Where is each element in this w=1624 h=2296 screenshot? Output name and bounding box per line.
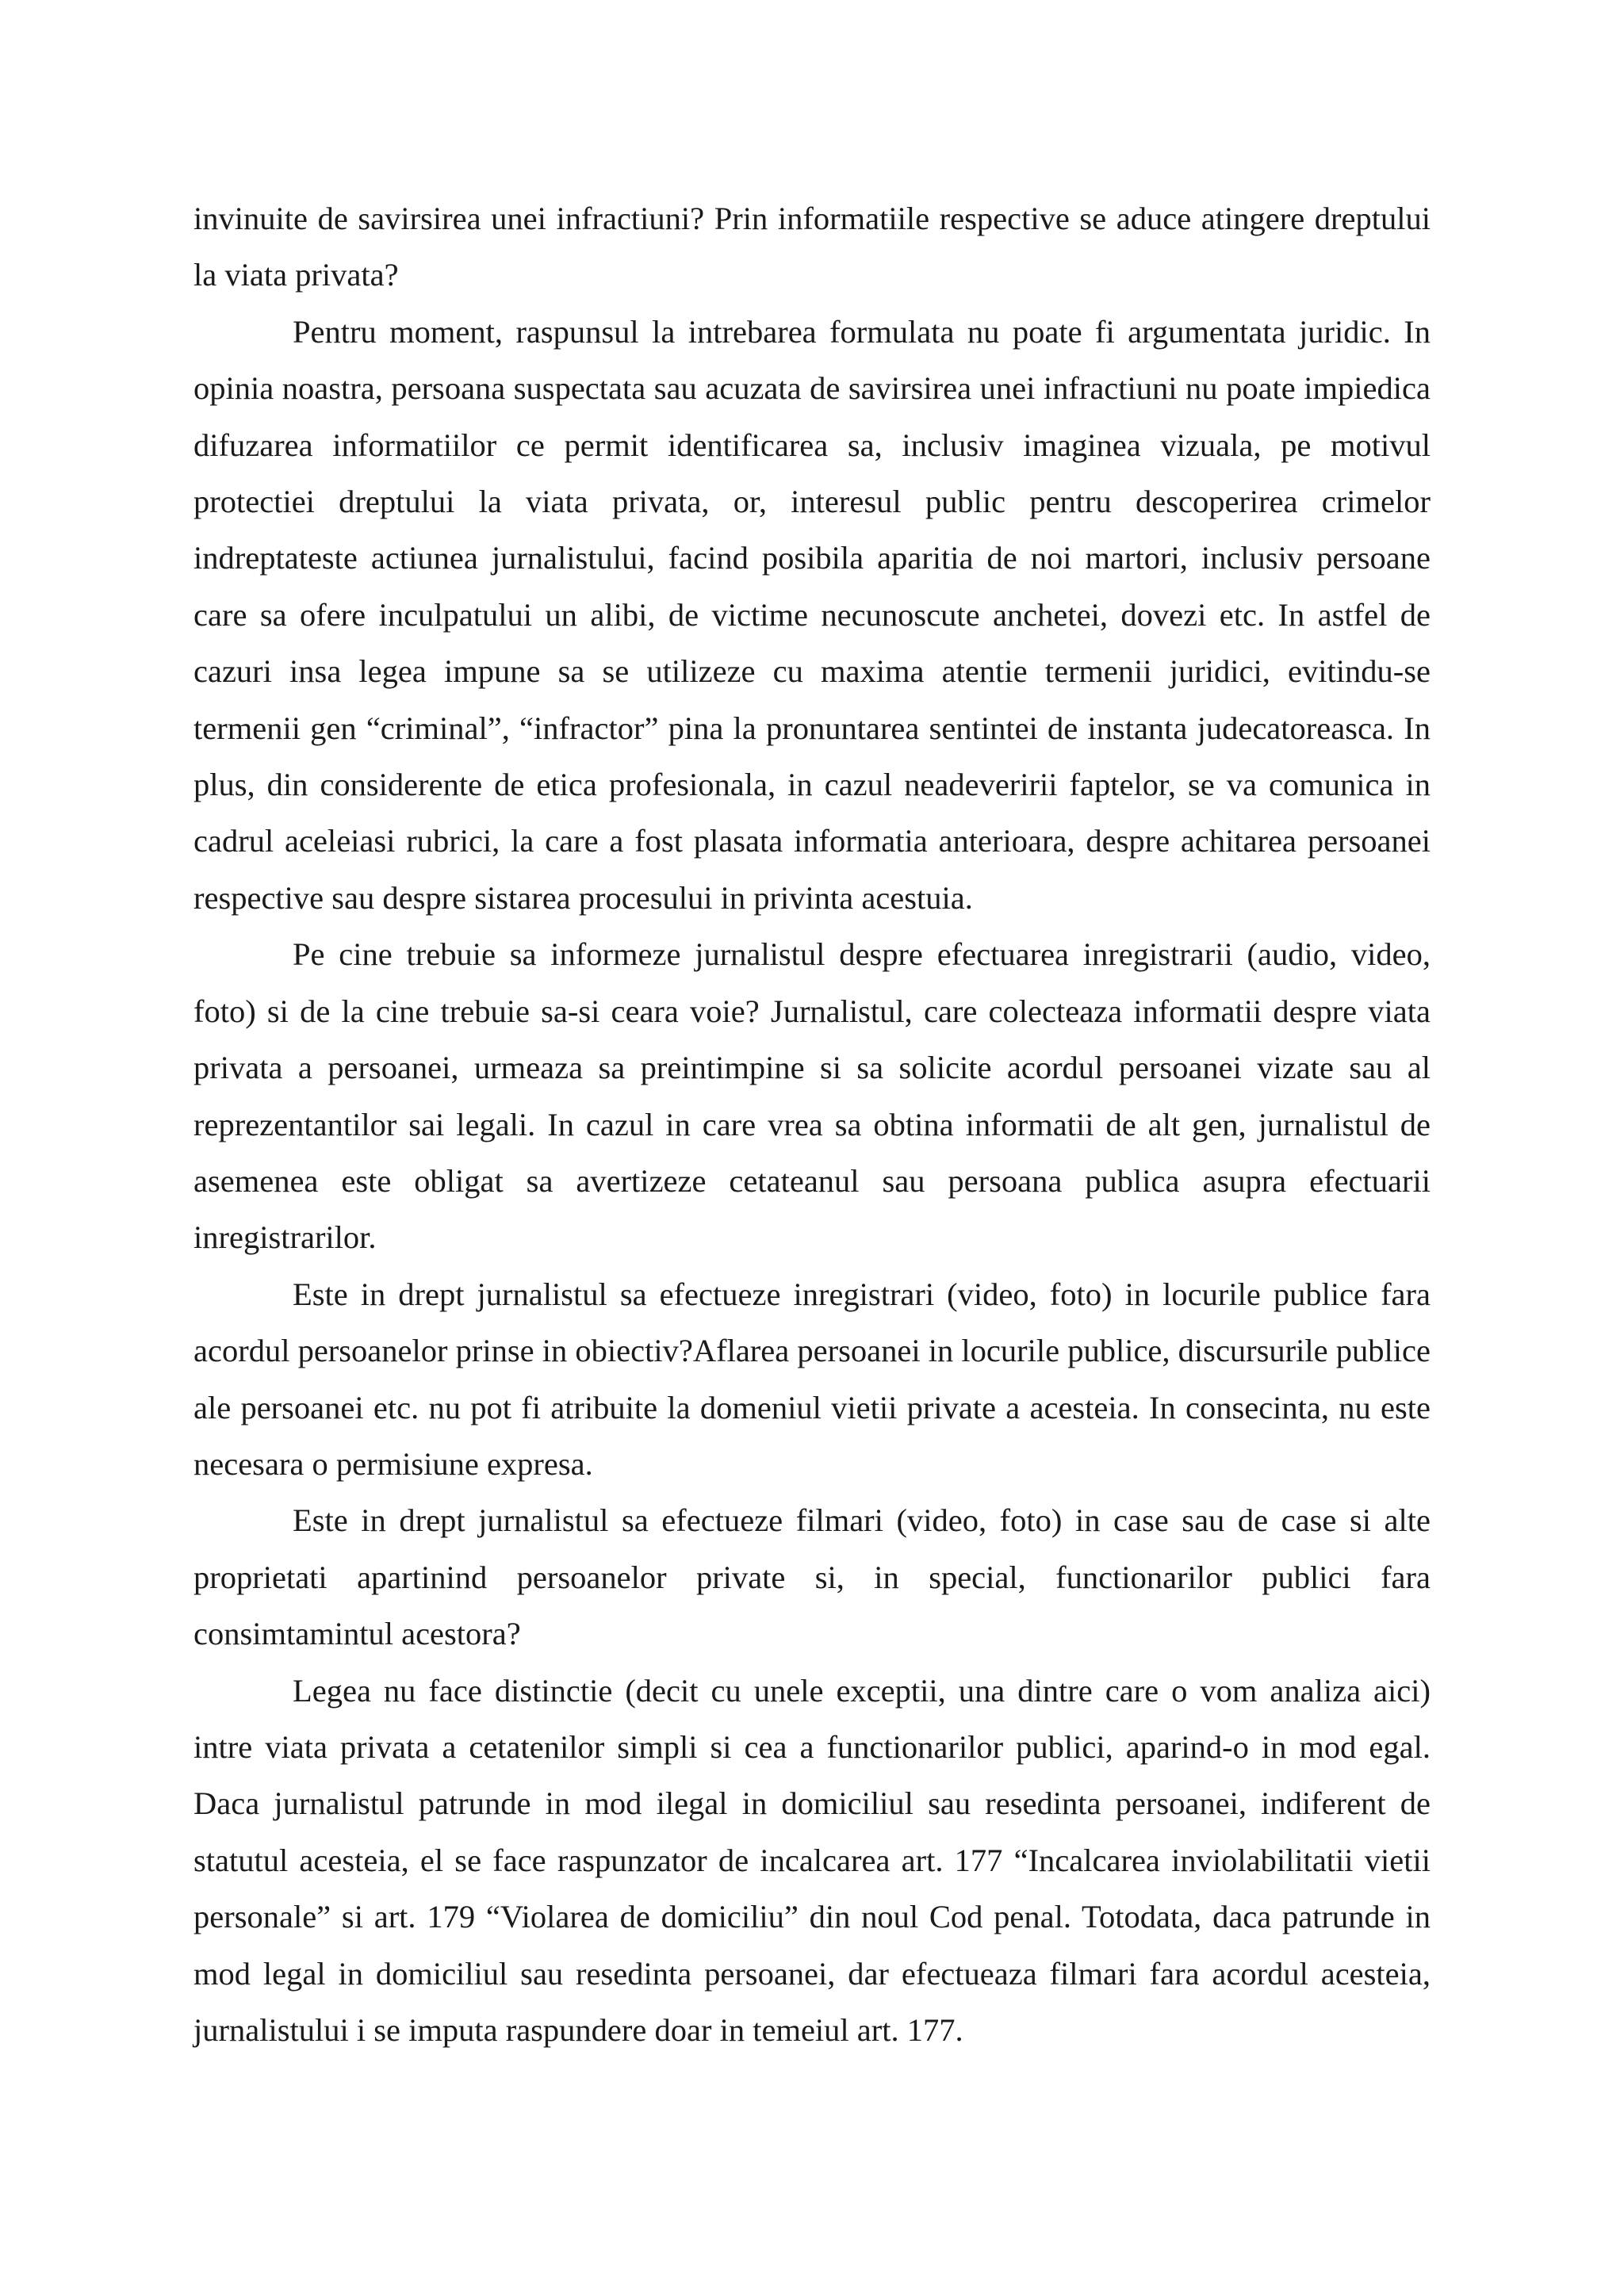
paragraph-6: Legea nu face distinctie (decit cu unele exceptii, una dintre care o vom analiza aici) intre viata privata a cetatenilor simpli si cea a functionarilor publici, aparind-o in mod egal. Daca jurnalistul patrunde in mod ilegal in domiciliul sau resedinta persoanei, indiferent de statutul acesteia, el se face raspunzator de incalcarea art. 177 “Incalcarea inviolabilitatii vietii personale” si art. 179 “Violarea de domiciliu” din noul Cod penal. Totodata, daca patrunde in mod legal in domiciliul sau resedinta persoanei, dar efectueaza filmari fara acordul acesteia, jurnalistului i se imputa raspundere doar in temeiul art. 177. <box>193 1672 1431 2048</box>
paragraph-4: Este in drept jurnalistul sa efectueze inregistrari (video, foto) in locurile publice fara acordul persoanelor prinse in obiectiv?Aflarea persoanei in locurile publice, discursurile publice ale persoanei etc. nu pot fi atribuite la domeniul vietii private a acesteia. In consecinta, nu este necesara o permisiune expresa. <box>193 1276 1431 1482</box>
paragraph-5: Este in drept jurnalistul sa efectueze filmari (video, foto) in case sau de case si alte proprietati apartinind persoanelor private si, in special, functionarilor publici fara consimtamintul acestora? <box>193 1502 1431 1652</box>
paragraph-3: Pe cine trebuie sa informeze jurnalistul despre efectuarea inregistrarii (audio, video, foto) si de la cine trebuie sa-si ceara voie? Jurnalistul, care colecteaza informatii despre viata privata a persoanei, urmeaza sa preintimpine si sa solicite acordul persoanei vizate sau al reprezentantilor sai legali. In cazul in care vrea sa obtina informatii de alt gen, jurnalistul de asemenea este obligat sa avertizeze cetateanul sau persoana publica asupra efectuarii inregistrarilor. <box>193 936 1431 1256</box>
paragraph-2: Pentru moment, raspunsul la intrebarea formulata nu poate fi argumentata juridic. In opinia noastra, persoana suspectata sau acuzata de savirsirea unei infractiuni nu poate impiedica difuzarea informatiilor ce permit identificarea sa, inclusiv imaginea vizuala, pe motivul protectiei dreptului la viata privata, or, interesul public pentru descoperirea crimelor indreptateste actiunea jurnalistului, facind posibila aparitia de noi martori, inclusiv persoane care sa ofere inculpatului un alibi, de victime necunoscute anchetei, dovezi etc. In astfel de cazuri insa legea impune sa se utilizeze cu maxima atentie termenii juridici, evitindu-se termenii gen “criminal”, “infractor” pina la pronuntarea sentintei de instanta judecatoreasca. In plus, din considerente de etica profesionala, in cazul neadeveririi faptelor, se va comunica in cadrul aceleiasi rubrici, la care a fost plasata informatia anterioara, despre achitarea persoanei respective sau despre sistarea procesului in privinta acestuia. <box>193 313 1431 916</box>
document-body <box>193 190 1431 2058</box>
paragraph-1: invinuite de savirsirea unei infractiuni? Prin informatiile respective se aduce atingere dreptului la viata privata? <box>193 201 1431 293</box>
